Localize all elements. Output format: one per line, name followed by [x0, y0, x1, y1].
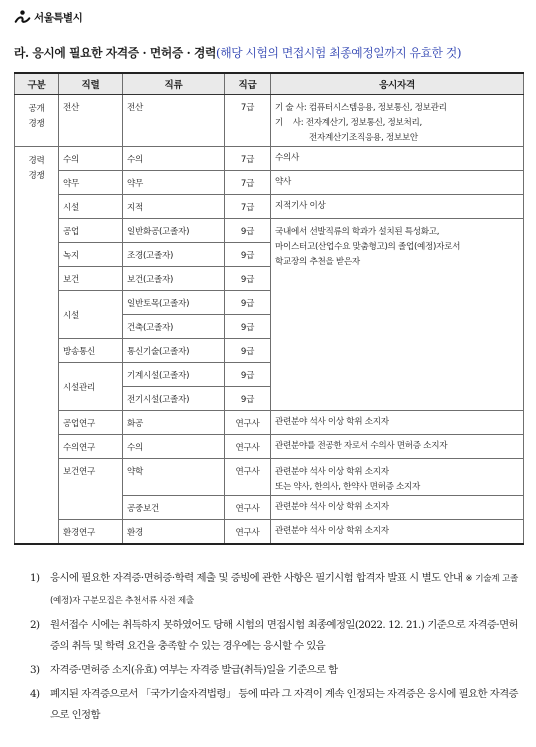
qualification-cell — [271, 147, 524, 171]
class-cell: 일반토목(고졸자) — [123, 291, 225, 315]
qualification-line: 관련분야 석사 이상 학위 소지자 — [275, 526, 389, 536]
qualification-cell — [271, 411, 524, 435]
logo-text: 서울특별시 — [34, 12, 83, 24]
grade-cell: 연구사 — [225, 496, 271, 520]
series-cell: 시설 — [59, 291, 123, 339]
qualification-table — [14, 72, 524, 545]
qualification-cell — [271, 195, 524, 219]
header-series: 직렬 — [59, 73, 123, 95]
qualification-line: 관련분야 석사 이상 학위 소지자 — [275, 467, 389, 477]
note-text — [50, 568, 518, 612]
note-text — [50, 615, 518, 657]
series-cell: 방송통신 — [59, 339, 123, 363]
table-row — [15, 435, 524, 459]
qualification-cell — [271, 459, 524, 496]
qualification-line: 약사 — [275, 177, 292, 187]
grade-cell: 9급 — [225, 363, 271, 387]
header-gubun: 구분 — [15, 73, 59, 95]
grade-cell: 7급 — [225, 95, 271, 147]
note-item — [30, 660, 518, 681]
series-cell: 녹지 — [59, 243, 123, 267]
class-cell: 전기시설(고졸자) — [123, 387, 225, 411]
class-cell: 수의 — [123, 435, 225, 459]
note-text — [50, 660, 518, 681]
series-cell: 보건연구 — [59, 459, 123, 520]
qualification-cell — [271, 219, 524, 411]
seoul-logo — [14, 9, 82, 26]
qualification-line: 기 술 사: 컴퓨터시스템응용, 정보통신, 정보관리 — [275, 103, 447, 113]
note-item — [30, 615, 518, 657]
qualification-cell — [271, 171, 524, 195]
series-cell: 공업 — [59, 219, 123, 243]
class-cell: 보건(고졸자) — [123, 267, 225, 291]
series-cell: 보건 — [59, 267, 123, 291]
qualification-cell — [271, 435, 524, 459]
note-text-main: 자격증·면허증 소지(유효) 여부는 자격증 발급(취득)일을 기준으로 함 — [50, 664, 338, 676]
class-cell: 건축(고졸자) — [123, 315, 225, 339]
note-number: 1) — [30, 572, 40, 584]
heading-note: (해당 시험의 면접시험 최종예정일까지 유효한 것) — [216, 46, 462, 60]
class-cell: 약무 — [123, 171, 225, 195]
qualification-line: 관련분야 석사 이상 학위 소지자 — [275, 417, 389, 427]
series-cell: 수의 — [59, 147, 123, 171]
class-cell: 약학 — [123, 459, 225, 496]
table-row — [15, 171, 524, 195]
gubun-label: 경쟁 — [28, 119, 45, 129]
qualification-line: 기 사: 전자계산기, 정보통신, 정보처리, — [275, 118, 422, 128]
series-cell: 전산 — [59, 95, 123, 147]
gubun-label: 경쟁 — [28, 171, 45, 181]
heading-main: 라. 응시에 필요한 자격증 · 면허증 · 경력 — [14, 46, 217, 60]
note-text-main: 원서접수 시에는 취득하지 못하였어도 당해 시험의 면접시험 최종예정일(2022. 12. 21.) 기준으로 자격증·면허증의 취득 및 학력 요건을 충족할 수 있는 경우에는 응시할 수 있음 — [50, 619, 518, 652]
grade-cell: 7급 — [225, 195, 271, 219]
class-cell: 통신기술(고졸자) — [123, 339, 225, 363]
series-cell: 시설 — [59, 195, 123, 219]
qualification-cell — [271, 496, 524, 520]
qualification-line: 관련분야를 전공한 자로서 수의사 면허증 소지자 — [275, 441, 448, 451]
qualification-line: 학교장의 추천을 받은자 — [275, 257, 360, 267]
table-row — [15, 95, 524, 147]
grade-cell: 9급 — [225, 315, 271, 339]
class-cell: 수의 — [123, 147, 225, 171]
note-number: 2) — [30, 619, 40, 631]
qualification-line: 전자계산기조직응용, 정보보안 — [275, 133, 418, 143]
grade-cell: 9급 — [225, 243, 271, 267]
grade-cell: 7급 — [225, 147, 271, 171]
class-cell: 전산 — [123, 95, 225, 147]
table-header-row — [15, 73, 524, 95]
gubun-cell — [15, 95, 59, 147]
grade-cell: 연구사 — [225, 520, 271, 545]
class-cell: 기계시설(고졸자) — [123, 363, 225, 387]
gubun-cell — [15, 147, 59, 545]
series-cell: 수의연구 — [59, 435, 123, 459]
grade-cell: 연구사 — [225, 459, 271, 496]
grade-cell: 9급 — [225, 339, 271, 363]
qualification-cell — [271, 95, 524, 147]
grade-cell: 9급 — [225, 219, 271, 243]
gubun-label: 경력 — [28, 156, 45, 166]
header-qualification: 응시자격 — [271, 73, 524, 95]
header-class: 직류 — [123, 73, 225, 95]
table-row — [15, 219, 524, 243]
qualification-line: 국내에서 선발직류의 학과가 설치된 특성화고, — [275, 227, 440, 237]
grade-cell: 연구사 — [225, 411, 271, 435]
note-text-main: 응시에 필요한 자격증·면허증·학력 제출 및 증빙에 관한 사항은 필기시험 합격자 발표 시 별도 안내 — [50, 572, 463, 584]
note-item — [30, 568, 518, 612]
grade-cell: 연구사 — [225, 435, 271, 459]
header-grade: 직급 — [225, 73, 271, 95]
series-cell: 공업연구 — [59, 411, 123, 435]
grade-cell: 9급 — [225, 267, 271, 291]
grade-cell: 9급 — [225, 291, 271, 315]
class-cell: 지적 — [123, 195, 225, 219]
series-cell: 시설관리 — [59, 363, 123, 411]
class-cell: 화공 — [123, 411, 225, 435]
series-cell: 약무 — [59, 171, 123, 195]
table-row — [15, 195, 524, 219]
section-heading — [14, 44, 526, 61]
qualification-cell — [271, 520, 524, 545]
series-cell: 환경연구 — [59, 520, 123, 545]
gubun-label: 공개 — [28, 104, 45, 114]
table-row — [15, 411, 524, 435]
qualification-line: 또는 약사, 한의사, 한약사 면허증 소지자 — [275, 482, 421, 492]
table-row — [15, 520, 524, 545]
note-subnote: ※ 기술계 고졸(예정)자 구분모집은 추천서류 사전 제출 — [50, 574, 518, 606]
qualification-line: 수의사 — [275, 153, 300, 163]
table-row — [15, 147, 524, 171]
qualification-line: 지적기사 이상 — [275, 201, 326, 211]
note-number: 3) — [30, 664, 40, 676]
table-row — [15, 459, 524, 496]
notes-list — [30, 568, 518, 729]
grade-cell: 9급 — [225, 387, 271, 411]
class-cell: 공중보건 — [123, 496, 225, 520]
note-number: 4) — [30, 688, 40, 700]
class-cell: 일반화공(고졸자) — [123, 219, 225, 243]
class-cell: 조경(고졸자) — [123, 243, 225, 267]
qualification-line: 마이스터고(산업수요 맞춤형고)의 졸업(예정)자로서 — [275, 242, 461, 252]
seoul-city-logo-icon — [14, 9, 31, 26]
note-text — [50, 684, 518, 726]
class-cell: 환경 — [123, 520, 225, 545]
grade-cell: 7급 — [225, 171, 271, 195]
note-text-main: 폐지된 자격증으로서 「국가기술자격법령」 등에 따라 그 자격이 계속 인정되는 자격증은 응시에 필요한 자격증으로 인정함 — [50, 688, 518, 721]
qualification-line: 관련분야 석사 이상 학위 소지자 — [275, 502, 389, 512]
note-item — [30, 684, 518, 726]
